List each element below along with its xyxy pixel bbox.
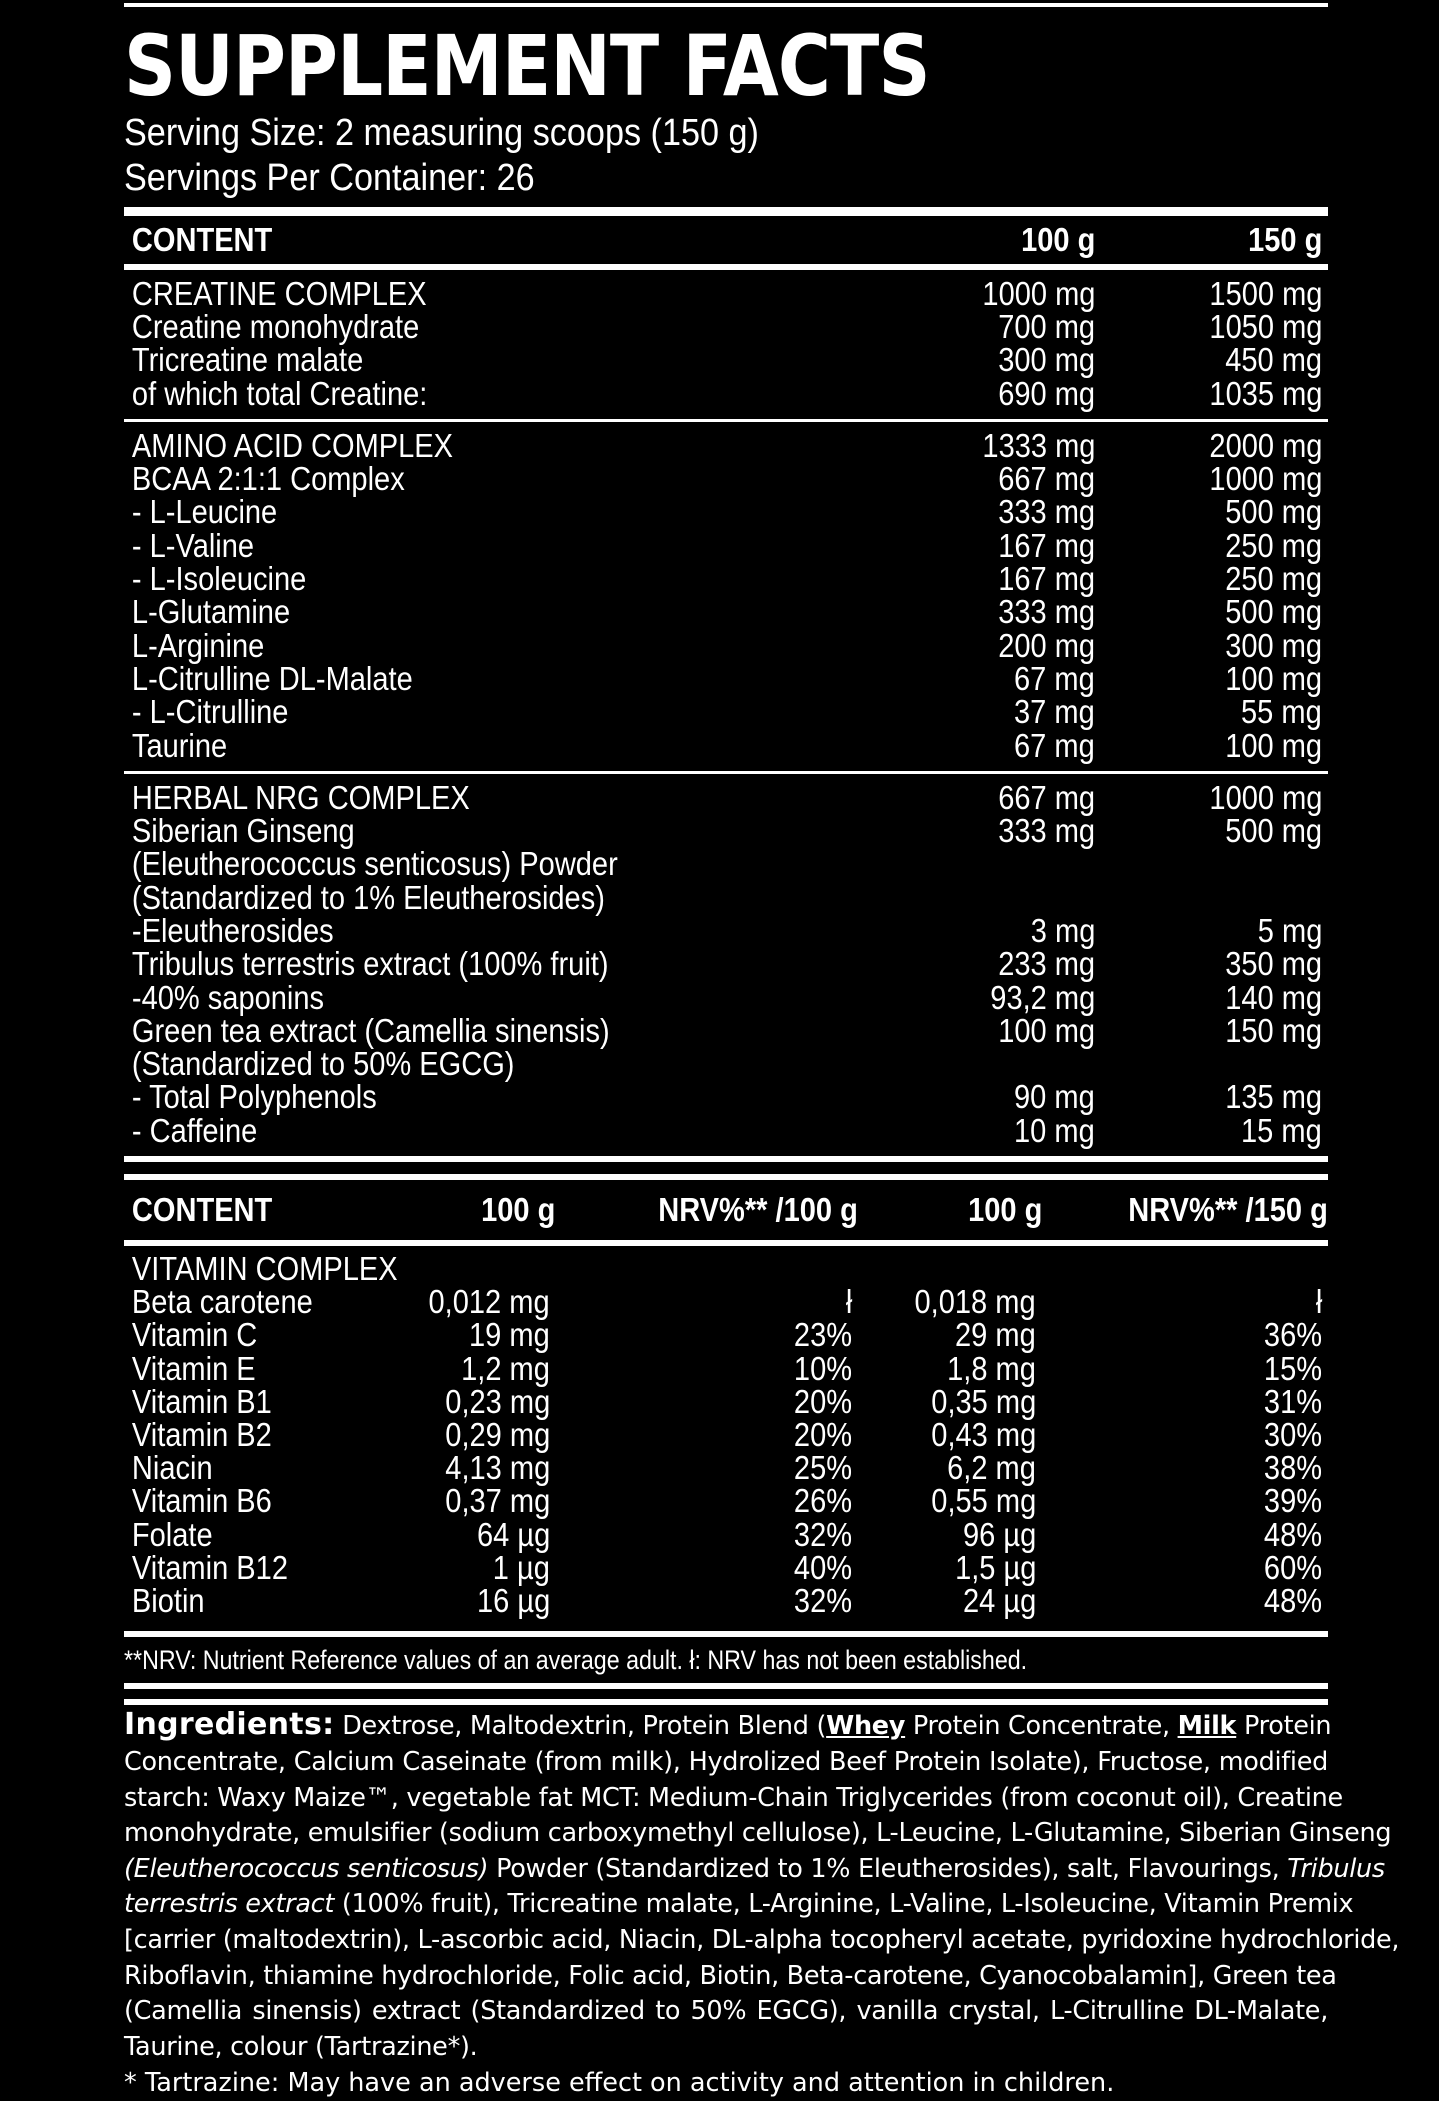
ingredients-line: starch: Waxy Maize™, vegetable fat MCT: Medium-Chain Triglycerides (from coconut oil), Creatine [124, 1782, 1343, 1813]
amount-150g: 350 mg [1225, 945, 1322, 983]
table-row [124, 1283, 1328, 1321]
amount-100g: 300 mg [998, 341, 1095, 379]
nutrient-name: BCAA 2:1:1 Complex [131, 460, 405, 498]
amount-150g: 450 mg [1225, 341, 1322, 379]
table-row [124, 1482, 1328, 1520]
supplement-facts-panel [124, 0, 1400, 2101]
amount-150g: 1,5 µg [954, 1548, 1036, 1586]
table-row [124, 1078, 1328, 1116]
nrv-150g: 36% [1263, 1316, 1322, 1354]
amount-150g: 2000 mg [1208, 426, 1322, 464]
table-row [124, 778, 1328, 816]
amount-100g: 4,13 mg [445, 1449, 550, 1487]
nrv-100g: 25% [793, 1449, 852, 1487]
nutrient-name: Tribulus terrestris extract (100% fruit) [131, 945, 609, 983]
ingredients-text-part: Powder (Standardized to 1% Eleutherosides), salt, Flavourings, [488, 1853, 1288, 1884]
nrv-100g: 10% [793, 1349, 852, 1387]
table-row [124, 307, 1328, 345]
nrv-100g: 26% [793, 1482, 852, 1520]
nrv-footnote: **NRV: Nutrient Reference values of an average adult. ł: NRV has not been established. [124, 1645, 1028, 1676]
header-100g-second: 100 g [967, 1191, 1042, 1229]
ingredients-line: [carrier (maltodextrin), L-ascorbic acid, Niacin, DL-alpha tocopheryl acetate, pyridoxine hydrochloride, [124, 1925, 1400, 1956]
macro-content-table [124, 216, 1328, 1180]
vitamin-group [124, 1246, 1328, 1617]
amount-150g: 250 mg [1225, 526, 1322, 564]
amount-100g: 0,37 mg [445, 1482, 550, 1520]
vitamin-name: Vitamin E [131, 1349, 256, 1387]
table-row [124, 1349, 1328, 1387]
ingredients-line: monohydrate, emulsifier (sodium carboxymethyl cellulose), L-Leucine, L-Glutamine, Siberian Ginseng [124, 1818, 1392, 1849]
nutrient-name: L-Glutamine [131, 593, 291, 631]
vitamin-name: Biotin [131, 1581, 205, 1619]
amount-150g: 1000 mg [1208, 778, 1322, 816]
amount-100g: 10 mg [1014, 1111, 1095, 1149]
vitamin-table [124, 1180, 1328, 1637]
header-content: CONTENT [131, 1191, 273, 1229]
tartrazine-note: * Tartrazine: May have an adverse effect on activity and attention in children. [124, 2068, 1115, 2099]
table-row [124, 1548, 1328, 1586]
table-row [124, 374, 1328, 412]
amount-150g: 55 mg [1241, 693, 1322, 731]
amount-150g: 24 µg [962, 1581, 1036, 1619]
ingredients-line [124, 1887, 1354, 1923]
ingredients-label: Ingredients: [124, 1707, 335, 1743]
ingredients-line: Concentrate, Calcium Caseinate (from milk), Hydrolized Beef Protein Isolate), Fructose, modified [124, 1747, 1328, 1778]
amount-100g: 19 mg [469, 1316, 550, 1354]
nrv-150g: 60% [1263, 1548, 1322, 1586]
nrv-150g: 31% [1263, 1382, 1322, 1420]
page-title: SUPPLEMENT FACTS [124, 17, 930, 115]
nutrient-group [124, 270, 1328, 419]
amount-150g: 29 mg [955, 1316, 1036, 1354]
table-row [124, 878, 1328, 916]
nutrient-name: - Caffeine [131, 1111, 258, 1149]
nutrient-name: Creatine monohydrate [131, 307, 420, 345]
ingredients-italic: Tribulus [1287, 1853, 1385, 1884]
amount-100g: 64 µg [476, 1515, 550, 1553]
amount-100g: 667 mg [998, 460, 1095, 498]
nutrient-name: - L-Citrulline [131, 693, 289, 731]
table-row [124, 659, 1328, 697]
amount-100g: 1000 mg [981, 274, 1095, 312]
amount-100g: 700 mg [998, 307, 1095, 345]
nutrient-name: (Standardized to 1% Eleutherosides) [131, 878, 605, 916]
nutrient-name: Tricreatine malate [131, 341, 364, 379]
amount-150g: 1050 mg [1208, 307, 1322, 345]
nrv-150g: ł [1315, 1283, 1322, 1321]
ingredients-italic: terrestris extract [124, 1889, 335, 1920]
amount-150g: 500 mg [1225, 493, 1322, 531]
table-header [124, 1180, 1328, 1240]
nutrient-name: L-Arginine [131, 626, 265, 664]
divider [124, 1699, 1328, 1705]
nutrient-name: CREATINE COMPLEX [131, 274, 427, 312]
nutrient-name: - L-Leucine [131, 493, 278, 531]
amount-150g: 300 mg [1225, 626, 1322, 664]
header-nrv-100g: NRV%** /100 g [658, 1191, 858, 1229]
amount-150g: 0,55 mg [931, 1482, 1036, 1520]
amount-150g: 1035 mg [1208, 374, 1322, 412]
nrv-100g: 23% [793, 1316, 852, 1354]
nrv-100g: 32% [793, 1581, 852, 1619]
ingredients-line [124, 1852, 1385, 1888]
ingredients-line: Taurine, colour (Tartrazine*). [124, 2031, 478, 2062]
table-row [124, 626, 1328, 664]
table-row [124, 1515, 1328, 1553]
amount-100g: 0,23 mg [445, 1382, 550, 1420]
nrv-150g: 38% [1263, 1449, 1322, 1487]
table-row [124, 1449, 1328, 1487]
amount-100g: 333 mg [998, 812, 1095, 850]
amount-100g: 1333 mg [981, 426, 1095, 464]
nutrient-name: - L-Isoleucine [131, 560, 307, 598]
nutrient-name: AMINO ACID COMPLEX [131, 426, 454, 464]
table-row [124, 493, 1328, 531]
table-row [124, 1011, 1328, 1049]
table-row [124, 593, 1328, 631]
table-row [124, 341, 1328, 379]
nutrient-name: HERBAL NRG COMPLEX [131, 778, 470, 816]
amount-100g: 37 mg [1014, 693, 1095, 731]
amount-100g: 167 mg [998, 526, 1095, 564]
amount-100g: 1 µg [492, 1548, 550, 1586]
nutrient-group [124, 774, 1328, 1156]
table-row [124, 693, 1328, 731]
ingredients-text-part: Protein [1236, 1711, 1332, 1742]
table-row [124, 274, 1328, 312]
vitamin-name: Beta carotene [131, 1283, 313, 1321]
vitamin-name: Folate [131, 1515, 213, 1553]
table-row [124, 1045, 1328, 1083]
nutrient-name: -Eleutherosides [131, 912, 334, 949]
header-100g: 100 g [480, 1191, 555, 1229]
amount-100g: 0,012 mg [428, 1283, 550, 1321]
vitamin-name: Vitamin C [131, 1316, 258, 1354]
amount-150g: 135 mg [1225, 1078, 1322, 1116]
nutrient-name: L-Citrulline DL-Malate [131, 659, 413, 697]
amount-150g: 15 mg [1241, 1111, 1322, 1149]
nrv-150g: 48% [1263, 1515, 1322, 1553]
table-row [124, 560, 1328, 598]
amount-150g: 1,8 mg [947, 1349, 1036, 1387]
table-row [124, 845, 1328, 883]
nutrient-name: -40% saponins [131, 978, 325, 1016]
header-content: CONTENT [131, 221, 273, 258]
amount-150g: 250 mg [1225, 560, 1322, 598]
table-row [124, 911, 1328, 949]
amount-150g: 0,018 mg [914, 1283, 1036, 1321]
amount-150g: 1500 mg [1208, 274, 1322, 312]
header-150g: 150 g [1247, 221, 1322, 258]
amount-150g: 96 µg [962, 1515, 1036, 1553]
table-row [124, 945, 1328, 983]
amount-100g: 667 mg [998, 778, 1095, 816]
amount-100g: 67 mg [1014, 659, 1095, 697]
nutrient-name: Siberian Ginseng [131, 812, 355, 850]
nrv-100g: ł [845, 1283, 852, 1321]
servings-per-container: Servings Per Container: 26 [124, 157, 535, 199]
ingredients-line [124, 1707, 1332, 1745]
vitamin-name: Vitamin B1 [131, 1382, 272, 1420]
divider [124, 1156, 1328, 1162]
amount-150g: 500 mg [1225, 593, 1322, 631]
allergen-whey: Whey [826, 1711, 906, 1742]
table-row [124, 1316, 1328, 1354]
serving-size: Serving Size: 2 measuring scoops (150 g) [124, 112, 759, 154]
amount-100g: 16 µg [476, 1581, 550, 1619]
table-row [124, 1581, 1328, 1619]
header-100g: 100 g [1020, 221, 1095, 258]
nutrient-group [124, 422, 1328, 771]
amount-150g: 140 mg [1225, 978, 1322, 1016]
amount-150g: 5 mg [1257, 911, 1322, 949]
nrv-100g: 20% [793, 1382, 852, 1420]
amount-100g: 200 mg [998, 626, 1095, 664]
table-row [124, 812, 1328, 850]
table-row [124, 1415, 1328, 1453]
ingredients-line: Riboflavin, thiamine hydrochloride, Folic acid, Biotin, Beta-carotene, Cyanocobalamin], Green tea [124, 1960, 1337, 1991]
table-row [124, 978, 1328, 1016]
ingredients-italic: (Eleutherococcus senticosus) [124, 1853, 489, 1884]
vitamin-name: Vitamin B6 [131, 1482, 272, 1520]
nutrient-name: (Eleutherococcus senticosus) Powder [131, 845, 618, 883]
vitamin-name: Niacin [131, 1449, 213, 1487]
amount-100g: 690 mg [998, 374, 1095, 412]
amount-100g: 0,29 mg [445, 1415, 550, 1453]
divider [124, 207, 1328, 216]
amount-150g: 100 mg [1225, 659, 1322, 697]
amount-150g: 0,35 mg [931, 1382, 1036, 1420]
table-row [124, 1111, 1328, 1149]
table-row [124, 526, 1328, 564]
amount-100g: 67 mg [1014, 726, 1095, 764]
amount-100g: 3 mg [1030, 911, 1095, 949]
nrv-150g: 30% [1263, 1415, 1322, 1453]
ingredients-text [124, 1707, 1400, 2065]
amount-150g: 6,2 mg [947, 1449, 1036, 1487]
nrv-100g: 20% [793, 1415, 852, 1453]
nrv-150g: 48% [1263, 1581, 1322, 1619]
nutrient-name: Taurine [131, 726, 228, 764]
nutrient-name: of which total Creatine: [131, 374, 428, 412]
nrv-100g: 40% [793, 1548, 852, 1586]
ingredients-text-part: (100% fruit), Tricreatine malate, L-Arginine, L-Valine, L-Isoleucine, Vitamin Premix [334, 1889, 1354, 1920]
top-rule [124, 3, 1328, 7]
table-row [124, 1382, 1328, 1420]
nutrient-name: Green tea extract (Camellia sinensis) [131, 1011, 610, 1049]
header-nrv-150g: NRV%** /150 g [1128, 1191, 1328, 1229]
nrv-100g: 32% [793, 1515, 852, 1553]
table-body [124, 270, 1328, 1180]
vitamin-name: Vitamin B2 [131, 1415, 272, 1453]
amount-100g: 90 mg [1014, 1078, 1095, 1116]
amount-150g: 500 mg [1225, 812, 1322, 850]
table-header [124, 216, 1328, 264]
amount-150g: 0,43 mg [931, 1415, 1036, 1453]
amount-100g: 1,2 mg [461, 1349, 550, 1387]
table-row [124, 726, 1328, 764]
amount-100g: 333 mg [998, 593, 1095, 631]
group-title [124, 1250, 1328, 1288]
amount-100g: 333 mg [998, 493, 1095, 531]
amount-150g: 150 mg [1225, 1011, 1322, 1049]
amount-150g: 1000 mg [1208, 460, 1322, 498]
ingredients-text-part: Dextrose, Maltodextrin, Protein Blend ( [334, 1711, 827, 1742]
nutrient-name: (Standardized to 50% EGCG) [131, 1045, 515, 1083]
table-row [124, 460, 1328, 498]
vitamin-rows [124, 1283, 1328, 1619]
amount-100g: 233 mg [998, 945, 1095, 983]
nutrient-name: - Total Polyphenols [131, 1078, 377, 1116]
nrv-150g: 39% [1263, 1482, 1322, 1520]
amount-100g: 100 mg [998, 1011, 1095, 1049]
amount-100g: 93,2 mg [990, 978, 1095, 1016]
nutrient-name: - L-Valine [131, 526, 255, 564]
allergen-milk: Milk [1177, 1711, 1237, 1742]
amount-150g: 100 mg [1225, 726, 1322, 764]
amount-100g: 167 mg [998, 560, 1095, 598]
nrv-150g: 15% [1263, 1349, 1322, 1387]
ingredients-line: (Camellia sinensis) extract (Standardized to 50% EGCG), vanilla crystal, L-Citrulline DL-Malate, [124, 1996, 1328, 2027]
ingredients-text-part: Protein Concentrate, [905, 1711, 1178, 1742]
vitamin-complex-label: VITAMIN COMPLEX [131, 1250, 398, 1288]
vitamin-name: Vitamin B12 [131, 1548, 288, 1586]
table-row [124, 426, 1328, 464]
